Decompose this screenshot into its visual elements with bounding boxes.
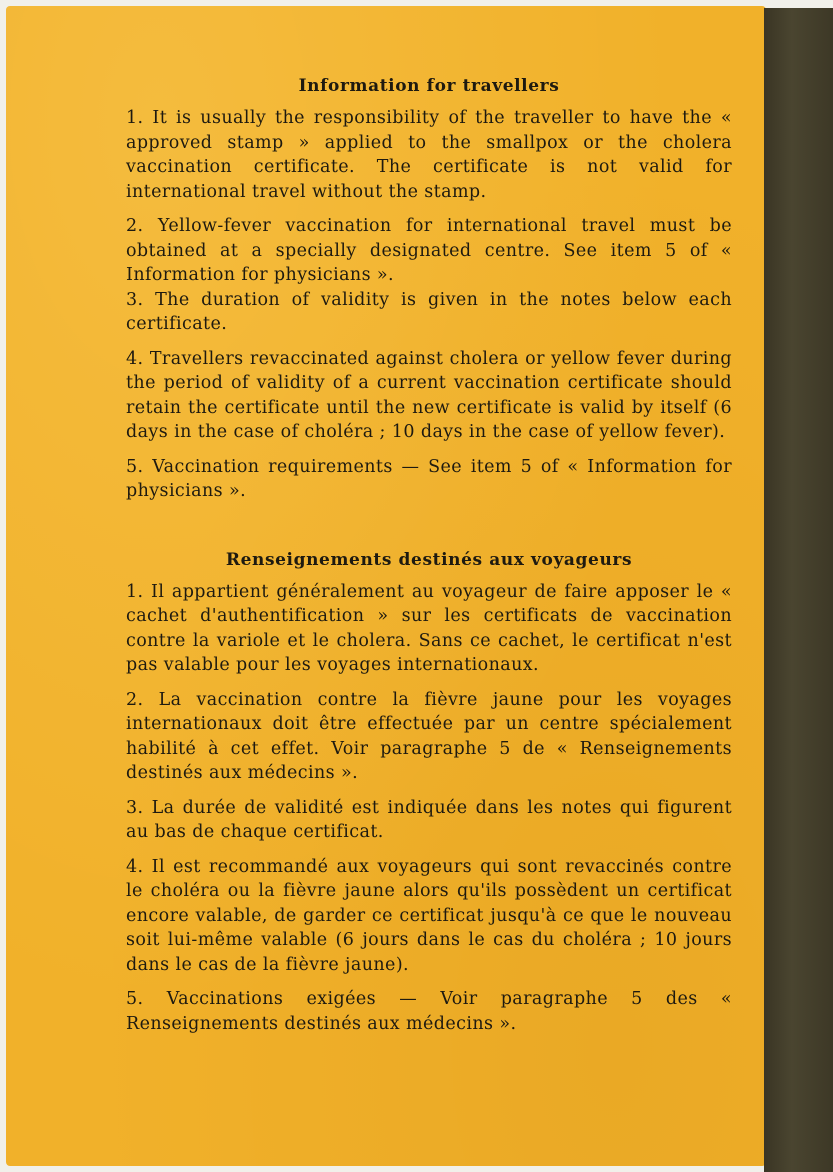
- french-item-3: 3. La durée de validité est indiquée dans les notes qui figurent au bas de chaque certificat.: [126, 797, 732, 842]
- page-content: [126, 76, 732, 1046]
- english-item-5: 5. Vaccination requirements — See item 5 of « Information for physicians ».: [126, 456, 732, 501]
- english-item-2: 2. Yellow-fever vaccination for international travel must be obtained at a specially designated centre. See item 5 of « Information for physicians ».: [126, 216, 732, 285]
- french-section: [126, 550, 732, 1037]
- french-item-1: 1. Il appartient généralement au voyageur de faire apposer le « cachet d'authentification » sur les certificats de vaccination contre la variole et le cholera. Sans ce cachet, le certificat n'est pas valable pour les voyages internationaux.: [126, 581, 732, 675]
- french-item-4: 4. Il est recommandé aux voyageurs qui sont revaccinés contre le choléra ou la fièvre jaune alors qu'ils possèdent un certificat encore valable, de garder ce certificat jusqu'à ce que le nouveau soit lui-même valable (6 jours dans le cas du choléra ; 10 jours dans le cas de la fièvre jaune).: [126, 856, 732, 975]
- french-item-5: 5. Vaccinations exigées — Voir paragraphe 5 des « Renseignements destinés aux médecins ».: [126, 989, 732, 1034]
- section-gap: [126, 514, 732, 550]
- english-item-4: 4. Travellers revaccinated against cholera or yellow fever during the period of validity of a current vaccination certificate should retain the certificate until the new certificate is valid by itself (6 days in the case of choléra ; 10 days in the case of yellow fever).: [126, 348, 732, 442]
- english-item-3: 3. The duration of validity is given in the notes below each certificate.: [126, 289, 732, 334]
- english-heading: Information for travellers: [298, 76, 560, 96]
- english-section: [126, 76, 732, 504]
- french-heading: Renseignements destinés aux voyageurs: [225, 549, 633, 570]
- french-item-2: 2. La vaccination contre la fièvre jaune pour les voyages internationaux doit être effectuée par un centre spécialement habilité à cet effet. Voir paragraphe 5 de « Renseignements destinés aux médecins ».: [126, 689, 732, 783]
- english-item-1: 1. It is usually the responsibility of the traveller to have the « approved stamp » applied to the smallpox or the cholera vaccination certificate. The certificate is not valid for international travel without the stamp.: [126, 108, 732, 202]
- booklet-spine: [764, 8, 833, 1172]
